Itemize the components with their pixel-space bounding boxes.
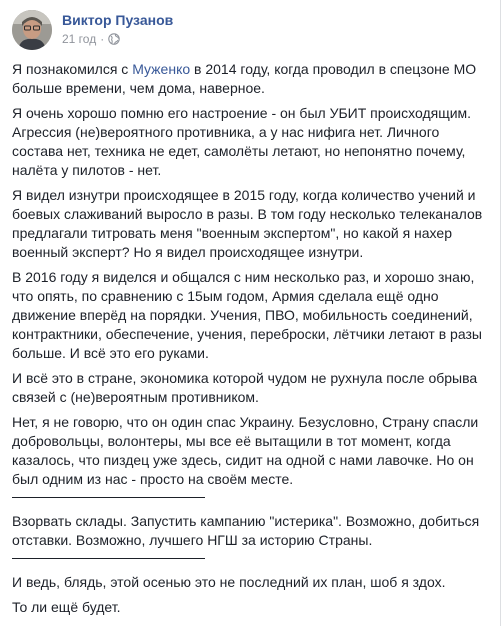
post-header — [12, 10, 173, 50]
globe-icon[interactable] — [108, 33, 120, 45]
post-paragraph — [12, 60, 488, 98]
paragraph-text: в 2014 году, когда проводил в спецзоне МО больше времени, чем дома, наверное. — [12, 61, 477, 96]
post-paragraph: Я видел изнутри происходящее в 2015 году, когда количество учений и боевых слаживаний выросло в разы. В том году несколько телеканалов предлагали титровать меня "военным экспертом", но какой я нахер военный эксперт? Но я видел происходящее изнутри. — [12, 187, 483, 260]
post-paragraph: В 2016 году я виделся и общался с ним несколько раз, и хорошо знаю, что опять, по сравнению с 15ым годом, Армия сделала ещё одно движение вперёд на порядки. Учения, ПВО, мобильность соединений, контрактники, обеспечение, учения, переброски, лётчики летают в разы больше. И всё это его руками. — [12, 269, 482, 361]
meta-separator: · — [100, 32, 105, 46]
post-paragraph: И ведь, блядь, этой осенью это не последний их план, шоб я здох. — [12, 574, 446, 590]
paragraph-text: Я познакомился с — [12, 61, 133, 77]
divider-line — [12, 558, 205, 559]
post-body — [12, 60, 488, 623]
avatar-photo — [12, 10, 52, 50]
post-paragraph: Нет, я не говорю, что он один спас Украину. Безусловно, Страну спасли добровольцы, волонтеры, мы все её вытащили в тот момент, когда казалось, что пиздец уже здесь, сидит на одной с нами лавочке. Но он был одним из нас - просто на своём месте. — [12, 414, 479, 487]
post-paragraph: И всё это в стране, экономика которой чудом не рухнула после обрыва связей с (не)вероятным противником. — [12, 370, 478, 405]
post-paragraph: Взорвать склады. Запустить кампанию "истерика". Возможно, добиться отставки. Возможно, лучшего НГШ за историю Страны. — [12, 513, 480, 548]
author-avatar[interactable] — [12, 10, 52, 50]
author-name[interactable]: Виктор Пузанов — [62, 12, 174, 28]
post-paragraph: То ли ещё будет. — [12, 599, 121, 615]
post-paragraph: Я очень хорошо помню его настроение - он был УБИТ происходящим. Агрессия (не)вероятного противника, а у нас нифига нет. Личного состава нет, техника не едет, самолёты летают, но непонятно почему, налёта у пилотов - нет. — [12, 105, 472, 178]
divider-line — [12, 497, 205, 498]
mention-link[interactable]: Муженко — [132, 61, 191, 77]
post-subline — [62, 32, 173, 46]
post-meta — [62, 11, 173, 46]
post-timestamp[interactable]: 21 год — [62, 32, 97, 46]
